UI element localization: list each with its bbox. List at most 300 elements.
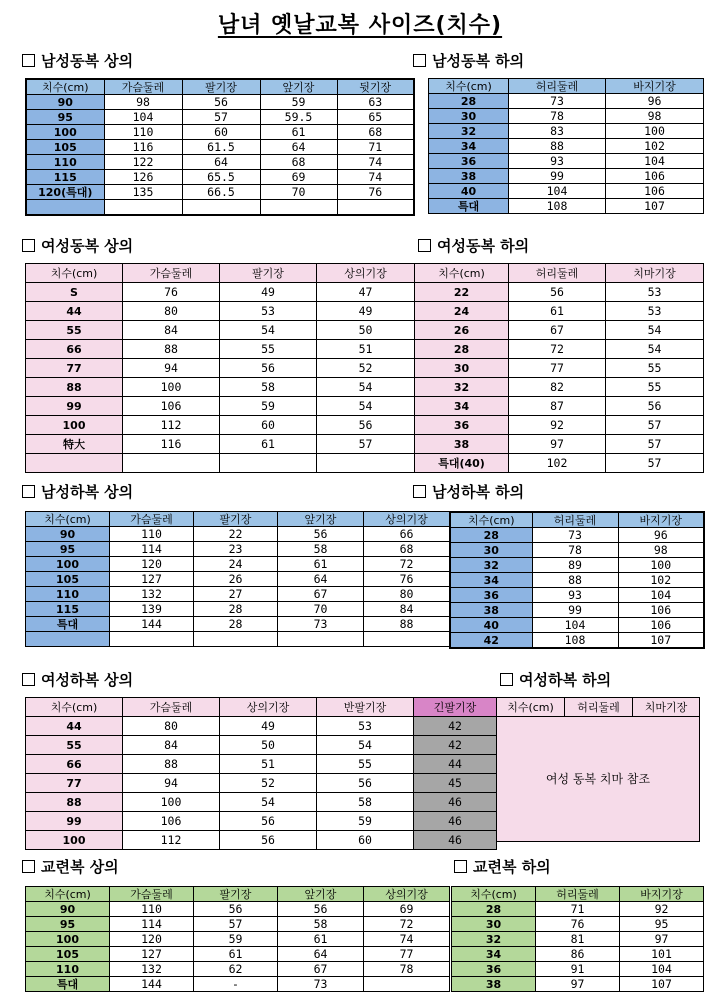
table-row (450, 603, 704, 618)
table-cell: 91 (536, 962, 620, 977)
table-cell: 96 (606, 94, 704, 109)
table-cell: 100 (618, 558, 704, 573)
table-cell: 55 (26, 736, 123, 755)
table-cell: 치마기장 (633, 698, 700, 717)
table-row (429, 109, 704, 124)
table-cell: 110 (110, 527, 194, 542)
table-cell: 110 (110, 902, 194, 917)
table-row (26, 283, 415, 302)
table-cell: 73 (278, 977, 364, 992)
table-cell: 88 (364, 617, 450, 632)
table-row (415, 321, 704, 340)
table-cell: 53 (220, 302, 317, 321)
table-cell (364, 632, 450, 647)
table-row (450, 573, 704, 588)
table-row (415, 454, 704, 473)
table-cell: 앞기장 (278, 887, 364, 902)
table-cell: 30 (429, 109, 509, 124)
table-cell: 32 (415, 378, 509, 397)
table-row (415, 359, 704, 378)
checkbox-icon (500, 673, 513, 686)
table-row (26, 812, 497, 831)
table-cell: 72 (364, 917, 450, 932)
table-cell (104, 200, 182, 216)
table-cell: 반팔기장 (317, 698, 414, 717)
m-winter-bottom-table (428, 78, 704, 214)
table-cell: 57 (606, 435, 704, 454)
table-cell: 84 (364, 602, 450, 617)
table-cell: 90 (26, 902, 110, 917)
table-cell: 74 (337, 170, 414, 185)
table-cell: 106 (618, 603, 704, 618)
table-cell: 76 (337, 185, 414, 200)
table-row (26, 397, 415, 416)
table-cell: 100 (606, 124, 704, 139)
table-cell: 99 (26, 812, 123, 831)
table-cell: 42 (450, 633, 532, 649)
table-cell (364, 977, 450, 992)
table-cell: 112 (123, 416, 220, 435)
table-row (415, 378, 704, 397)
table-cell: 98 (606, 109, 704, 124)
table-row (415, 302, 704, 321)
table-cell: 102 (618, 573, 704, 588)
table-cell: 94 (123, 774, 220, 793)
table-cell (182, 200, 260, 216)
table-cell: 64 (278, 572, 364, 587)
table-cell: 64 (278, 947, 364, 962)
section-heading-drill-top: 교련복 상의 (22, 856, 119, 877)
table-cell: 77 (509, 359, 606, 378)
table-row (26, 831, 497, 850)
table-cell: 73 (278, 617, 364, 632)
table-header-row (26, 887, 450, 902)
table-header-row (26, 79, 414, 95)
table-cell: 66.5 (182, 185, 260, 200)
table-row (450, 528, 704, 543)
table-cell: 100 (26, 125, 104, 140)
table-cell: 67 (509, 321, 606, 340)
table-cell: 94 (123, 359, 220, 378)
section-heading-m-winter-top: 남성동복 상의 (22, 50, 133, 71)
table-cell: 84 (123, 736, 220, 755)
table-cell (260, 200, 337, 216)
table-row (429, 139, 704, 154)
table-cell: 28 (194, 602, 278, 617)
table-cell: 110 (104, 125, 182, 140)
table-cell: 104 (509, 184, 606, 199)
table-cell: 38 (450, 603, 532, 618)
table-cell: 74 (364, 932, 450, 947)
table-cell: 55 (220, 340, 317, 359)
table-row (26, 454, 415, 473)
table-cell: 97 (536, 977, 620, 992)
table-cell: 58 (278, 917, 364, 932)
checkbox-icon (22, 54, 35, 67)
table-cell: 102 (509, 454, 606, 473)
table-cell: 긴팔기장 (414, 698, 497, 717)
table-cell: 82 (509, 378, 606, 397)
table-cell: 허리둘레 (536, 887, 620, 902)
table-cell: 30 (415, 359, 509, 378)
table-cell: 가슴둘레 (110, 887, 194, 902)
table-cell: 치수(cm) (26, 698, 123, 717)
table-cell: 106 (606, 184, 704, 199)
table-cell: 88 (532, 573, 618, 588)
table-cell: 58 (278, 542, 364, 557)
table-cell: 61.5 (182, 140, 260, 155)
table-cell: 60 (220, 416, 317, 435)
table-cell: 69 (364, 902, 450, 917)
table-cell: 44 (26, 717, 123, 736)
table-cell: 55 (26, 321, 123, 340)
table-cell: 52 (220, 774, 317, 793)
table-row (415, 340, 704, 359)
table-cell: S (26, 283, 123, 302)
section-heading-f-summer-top: 여성하복 상의 (22, 669, 133, 690)
table-cell: 104 (532, 618, 618, 633)
table-row (26, 359, 415, 378)
table-cell: 28 (450, 528, 532, 543)
table-row (429, 154, 704, 169)
table-header-row (26, 264, 415, 283)
table-cell: 54 (606, 340, 704, 359)
table-cell (278, 632, 364, 647)
table-cell: 55 (317, 755, 414, 774)
table-row (26, 717, 497, 736)
table-cell: 105 (26, 140, 104, 155)
table-cell: 95 (26, 917, 110, 932)
table-row (415, 416, 704, 435)
table-cell: 팔기장 (182, 79, 260, 95)
table-cell: 36 (450, 588, 532, 603)
table-cell: 77 (26, 359, 123, 378)
table-cell: 120 (110, 557, 194, 572)
checkbox-icon (22, 860, 35, 873)
table-cell: 46 (414, 812, 497, 831)
table-cell: 60 (317, 831, 414, 850)
table-cell: 62 (194, 962, 278, 977)
table-cell: 56 (509, 283, 606, 302)
table-cell: 23 (194, 542, 278, 557)
table-cell: 앞기장 (278, 512, 364, 527)
table-cell: 88 (26, 793, 123, 812)
table-cell: 144 (110, 617, 194, 632)
table-cell: 특대(40) (415, 454, 509, 473)
section-heading-m-summer-top: 남성하복 상의 (22, 481, 133, 502)
table-cell: 65 (337, 110, 414, 125)
table-row (415, 397, 704, 416)
table-cell: 바지기장 (618, 512, 704, 528)
table-cell: 86 (536, 947, 620, 962)
table-cell: 71 (536, 902, 620, 917)
table-cell: 78 (364, 962, 450, 977)
table-row (26, 140, 414, 155)
table-cell: 57 (606, 454, 704, 473)
table-row (452, 977, 704, 992)
page-title: 남녀 옛날교복 사이즈(치수) (217, 13, 503, 38)
table-cell: 126 (104, 170, 182, 185)
table-cell: 55 (606, 359, 704, 378)
table-cell: 가슴둘레 (110, 512, 194, 527)
table-cell: 상의기장 (364, 512, 450, 527)
table-cell: 32 (450, 558, 532, 573)
table-row (26, 962, 450, 977)
table-cell: 108 (532, 633, 618, 649)
table-row (26, 947, 450, 962)
checkbox-icon (418, 239, 431, 252)
table-cell: 38 (415, 435, 509, 454)
table-cell: 58 (220, 378, 317, 397)
table-cell: 53 (606, 302, 704, 321)
table-cell: 53 (317, 717, 414, 736)
f-summer-top-table (25, 697, 497, 850)
table-cell: 76 (536, 917, 620, 932)
table-row (429, 184, 704, 199)
table-cell: 77 (26, 774, 123, 793)
table-cell: 99 (26, 397, 123, 416)
table-cell: 24 (194, 557, 278, 572)
table-row (26, 617, 450, 632)
table-row (452, 947, 704, 962)
table-header-row (497, 698, 700, 717)
table-cell: 28 (429, 94, 509, 109)
table-cell: 36 (415, 416, 509, 435)
table-cell: 115 (26, 170, 104, 185)
table-cell: 치수(cm) (415, 264, 509, 283)
table-cell: 28 (415, 340, 509, 359)
table-cell: 59 (220, 397, 317, 416)
table-row (26, 557, 450, 572)
table-cell: 92 (620, 902, 704, 917)
table-cell: 100 (26, 831, 123, 850)
table-cell: 56 (220, 831, 317, 850)
table-cell: 57 (182, 110, 260, 125)
table-cell: 67 (278, 962, 364, 977)
table-row (26, 527, 450, 542)
table-cell: 26 (415, 321, 509, 340)
table-cell: 팔기장 (220, 264, 317, 283)
table-cell: 66 (26, 340, 123, 359)
table-cell: 54 (317, 397, 415, 416)
table-cell: 뒷기장 (337, 79, 414, 95)
table-cell: 치수(cm) (452, 887, 536, 902)
table-cell (110, 632, 194, 647)
table-cell: 59 (317, 812, 414, 831)
table-cell: 115 (26, 602, 110, 617)
table-cell: 68 (337, 125, 414, 140)
table-cell: 44 (414, 755, 497, 774)
table-cell: 83 (509, 124, 606, 139)
table-cell: 120 (110, 932, 194, 947)
table-cell: 76 (364, 572, 450, 587)
table-cell: 80 (123, 302, 220, 321)
table-cell: 104 (618, 588, 704, 603)
table-cell: 51 (220, 755, 317, 774)
table-cell: 74 (337, 155, 414, 170)
table-cell (317, 454, 415, 473)
table-cell: 치수(cm) (26, 79, 104, 95)
checkbox-icon (413, 54, 426, 67)
checkbox-icon (22, 673, 35, 686)
table-cell: 특대 (26, 617, 110, 632)
table-row (450, 558, 704, 573)
table-row (450, 618, 704, 633)
table-cell: 107 (620, 977, 704, 992)
table-cell: 106 (123, 812, 220, 831)
table-cell: 110 (26, 587, 110, 602)
table-cell: 57 (194, 917, 278, 932)
table-cell: 107 (606, 199, 704, 214)
table-row (497, 717, 700, 842)
table-header-row (415, 264, 704, 283)
table-cell: 61 (260, 125, 337, 140)
table-cell: 27 (194, 587, 278, 602)
table-row (26, 435, 415, 454)
table-cell: 99 (532, 603, 618, 618)
table-cell: 55 (606, 378, 704, 397)
table-cell: 95 (26, 110, 104, 125)
table-row (415, 435, 704, 454)
table-cell: 36 (429, 154, 509, 169)
table-cell: 70 (260, 185, 337, 200)
table-cell: 66 (26, 755, 123, 774)
table-cell: 104 (104, 110, 182, 125)
table-cell: 치수(cm) (497, 698, 565, 717)
table-cell: 40 (450, 618, 532, 633)
table-cell: 42 (414, 717, 497, 736)
section-heading-drill-bottom: 교련복 하의 (454, 856, 551, 877)
table-cell: 87 (509, 397, 606, 416)
table-cell: 49 (317, 302, 415, 321)
table-cell: 47 (317, 283, 415, 302)
table-cell: 116 (123, 435, 220, 454)
table-row (452, 962, 704, 977)
table-cell: 98 (618, 543, 704, 558)
table-cell: 32 (429, 124, 509, 139)
table-row (26, 774, 497, 793)
table-cell (26, 200, 104, 216)
table-row (26, 736, 497, 755)
table-header-row (26, 698, 497, 717)
table-cell: 56 (317, 416, 415, 435)
table-cell: 72 (509, 340, 606, 359)
table-cell: 99 (509, 169, 606, 184)
table-cell: 106 (606, 169, 704, 184)
table-cell: 54 (220, 793, 317, 812)
table-cell: 상의기장 (317, 264, 415, 283)
table-cell: 가슴둘레 (123, 264, 220, 283)
table-row (26, 632, 450, 647)
table-cell: 치수(cm) (26, 264, 123, 283)
table-cell: 88 (26, 378, 123, 397)
table-cell: 71 (337, 140, 414, 155)
m-summer-bottom-table (449, 511, 705, 649)
table-cell: 팔기장 (194, 887, 278, 902)
table-row (26, 902, 450, 917)
section-heading-f-winter-top: 여성동복 상의 (22, 235, 133, 256)
table-cell: 치수(cm) (450, 512, 532, 528)
table-cell: 84 (123, 321, 220, 340)
m-winter-top-table (25, 78, 415, 216)
table-cell: 114 (110, 542, 194, 557)
table-row (26, 125, 414, 140)
table-cell: 56 (606, 397, 704, 416)
table-cell: 110 (26, 155, 104, 170)
table-cell: 90 (26, 527, 110, 542)
table-cell: 97 (509, 435, 606, 454)
table-cell: 73 (509, 94, 606, 109)
table-cell: 114 (110, 917, 194, 932)
table-cell: 78 (509, 109, 606, 124)
table-header-row (26, 512, 450, 527)
table-cell: 127 (110, 572, 194, 587)
table-cell: 치수(cm) (26, 887, 110, 902)
table-cell: 66 (364, 527, 450, 542)
table-cell: 69 (260, 170, 337, 185)
table-cell: 101 (620, 947, 704, 962)
reference-note: 여성 동복 치마 참조 (497, 717, 700, 842)
table-cell: 132 (110, 587, 194, 602)
table-cell: 112 (123, 831, 220, 850)
table-cell: 42 (414, 736, 497, 755)
table-cell: 가슴둘레 (104, 79, 182, 95)
table-cell: 28 (194, 617, 278, 632)
table-cell: - (194, 977, 278, 992)
table-cell: 30 (452, 917, 536, 932)
table-cell: 78 (532, 543, 618, 558)
checkbox-icon (454, 860, 467, 873)
table-row (26, 587, 450, 602)
table-cell: 64 (260, 140, 337, 155)
table-cell: 54 (220, 321, 317, 340)
table-row (452, 917, 704, 932)
table-row (26, 302, 415, 321)
table-cell: 116 (104, 140, 182, 155)
f-summer-bottom-table (496, 697, 700, 842)
table-row (26, 340, 415, 359)
table-row (452, 902, 704, 917)
table-row (26, 378, 415, 397)
drill-top-table (25, 886, 450, 992)
table-cell: 허리둘레 (509, 264, 606, 283)
table-cell: 108 (509, 199, 606, 214)
table-cell: 61 (220, 435, 317, 454)
table-cell: 허리둘레 (565, 698, 633, 717)
table-cell: 106 (618, 618, 704, 633)
table-cell: 56 (220, 812, 317, 831)
table-cell (194, 632, 278, 647)
table-row (415, 283, 704, 302)
section-heading-f-summer-bottom: 여성하복 하의 (500, 669, 611, 690)
table-cell: 100 (26, 932, 110, 947)
table-cell: 122 (104, 155, 182, 170)
table-row (26, 755, 497, 774)
table-row (429, 199, 704, 214)
table-header-row (429, 79, 704, 94)
table-cell: 68 (364, 542, 450, 557)
table-cell: 46 (414, 831, 497, 850)
table-row (26, 932, 450, 947)
f-winter-bottom-table (414, 263, 704, 473)
table-cell (26, 454, 123, 473)
table-cell: 144 (110, 977, 194, 992)
table-row (26, 602, 450, 617)
table-cell (337, 200, 414, 216)
table-cell: 24 (415, 302, 509, 321)
table-cell: 90 (26, 95, 104, 110)
section-heading-m-summer-bottom: 남성하복 하의 (413, 481, 524, 502)
